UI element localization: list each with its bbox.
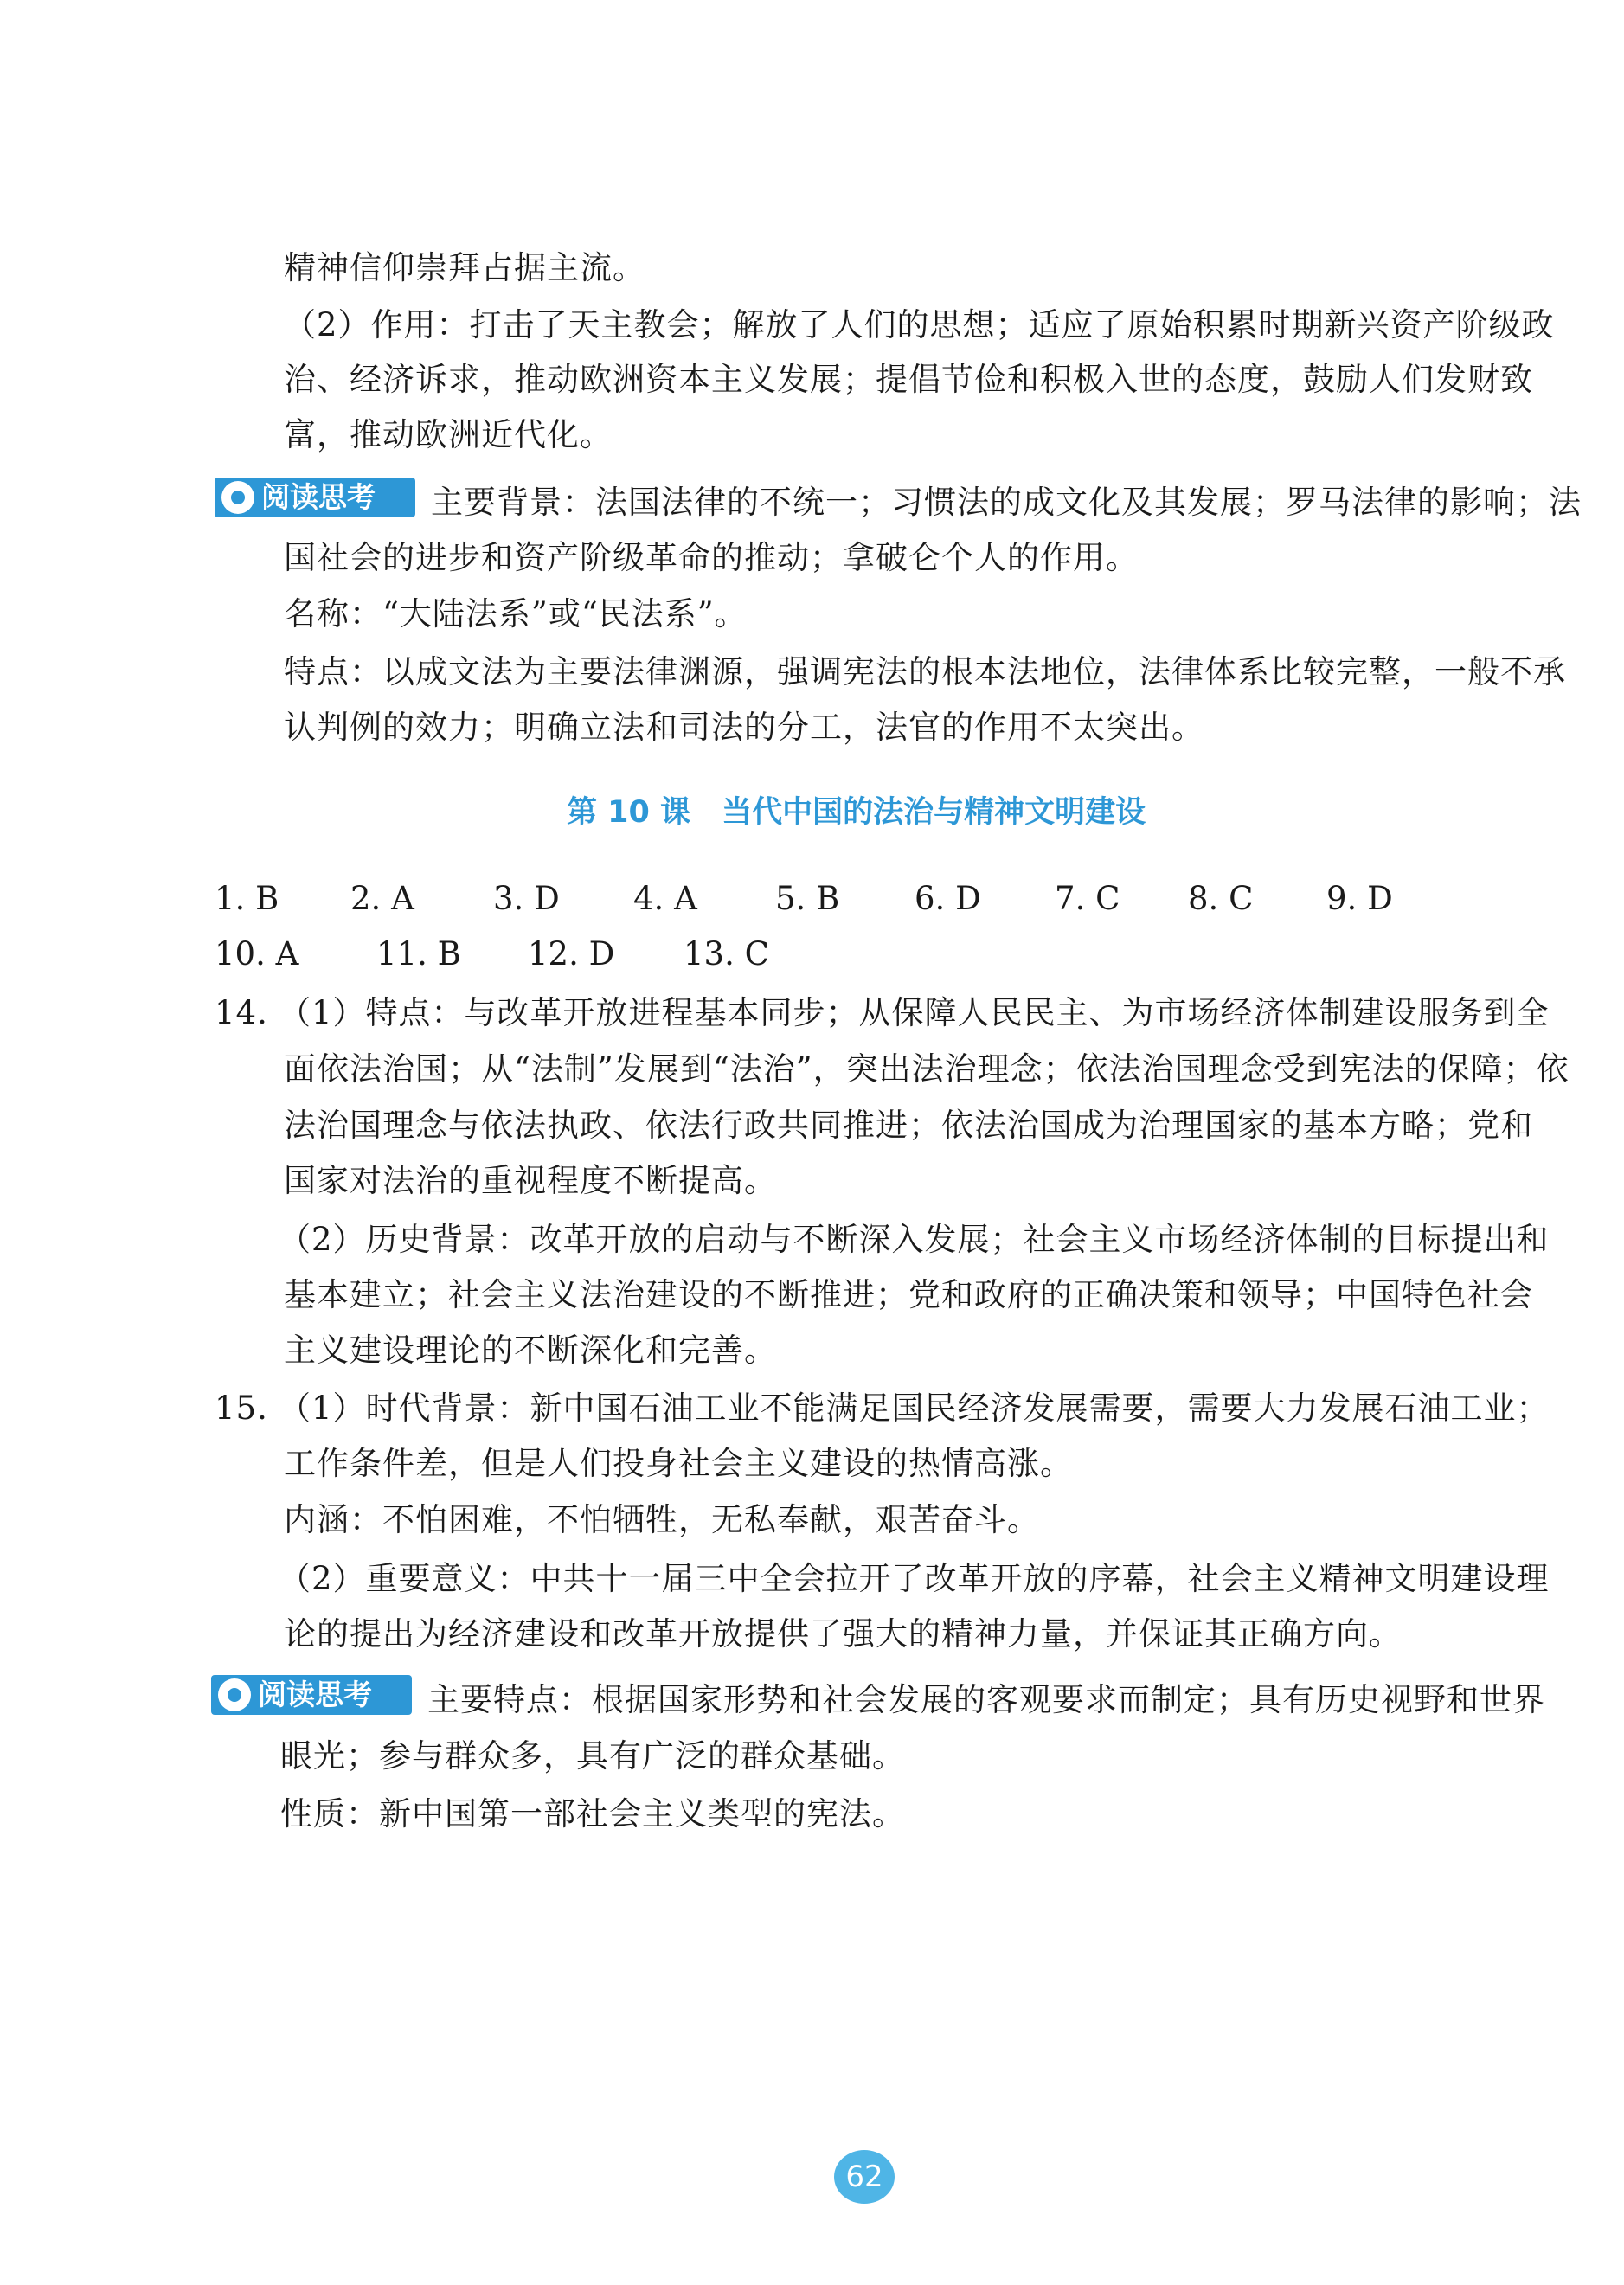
flower-icon: [218, 1678, 251, 1711]
choice-answer: 5. B: [775, 880, 840, 917]
choice-answer: 2. A: [350, 880, 414, 917]
text-line: 主要背景：法国法律的不统一；习惯法的成文化及其发展；罗马法律的影响；法: [431, 484, 1582, 521]
question-number: 15.: [215, 1390, 268, 1427]
choice-answer: 12. D: [528, 935, 615, 972]
lesson-title: [567, 792, 1146, 833]
text-line: 国家对法治的重视程度不断提高。: [284, 1162, 777, 1199]
badge-label: 阅读思考: [261, 480, 376, 514]
choice-answer: 11. B: [376, 935, 461, 972]
text-line: 基本建立；社会主义法治建设的不断推进；党和政府的正确决策和领导；中国特色社会: [284, 1276, 1533, 1313]
page-number: 62: [834, 2150, 895, 2204]
choice-answer: 3. D: [493, 880, 560, 917]
choice-answer: 6. D: [915, 880, 981, 917]
choice-answer: 4. A: [633, 880, 697, 917]
question-number: 14.: [215, 994, 268, 1031]
text-line: 国社会的进步和资产阶级革命的推动；拿破仑个人的作用。: [284, 539, 1139, 576]
lesson-name: 当代中国的法治与精神文明建设: [722, 795, 1146, 830]
text-line: 论的提出为经济建设和改革开放提供了强大的精神力量，并保证其正确方向。: [284, 1615, 1402, 1653]
text-line: （1）特点：与改革开放进程基本同步；从保障人民民主、为市场经济体制建设服务到全: [279, 994, 1550, 1031]
text-line: 治、经济诉求，推动欧洲资本主义发展；提倡节俭和积极入世的态度，鼓励人们发财致: [284, 361, 1533, 398]
text-line: 认判例的效力；明确立法和司法的分工，法官的作用不太突出。: [284, 709, 1204, 746]
text-line: 面依法治国；从“法制”发展到“法治”，突出法治理念；依法治国理念受到宪法的保障；依: [284, 1050, 1569, 1088]
text-line: 主要特点：根据国家形势和社会发展的客观要求而制定；具有历史视野和世界: [427, 1681, 1545, 1718]
text-line: 名称：“大陆法系”或“民法系”。: [284, 595, 748, 632]
choice-answer: 10. A: [215, 935, 299, 972]
text-line: 性质：新中国第一部社会主义类型的宪法。: [280, 1795, 905, 1832]
choice-answer: 13. C: [684, 935, 769, 972]
text-line: 精神信仰崇拜占据主流。: [284, 249, 645, 286]
text-line: （1）时代背景：新中国石油工业不能满足国民经济发展需要，需要大力发展石油工业；: [279, 1390, 1550, 1427]
text-line: 特点：以成文法为主要法律渊源，强调宪法的根本法地位，法律体系比较完整，一般不承: [284, 653, 1566, 690]
text-line: 富，推动欧洲近代化。: [284, 416, 613, 453]
flower-icon: [221, 481, 254, 514]
text-line: （2）重要意义：中共十一届三中全会拉开了改革开放的序幕，社会主义精神文明建设理: [279, 1560, 1550, 1597]
reading-think-badge: [211, 1675, 412, 1715]
choice-answer: 9. D: [1326, 880, 1393, 917]
lesson-number: 第 10 课: [567, 795, 691, 830]
choice-answer: 8. C: [1188, 880, 1254, 917]
text-line: 内涵：不怕困难，不怕牺牲，无私奉献，艰苦奋斗。: [284, 1501, 1040, 1538]
text-line: 法治国理念与依法执政、依法行政共同推进；依法治国成为治理国家的基本方略；党和: [284, 1107, 1533, 1144]
text-line: （2）历史背景：改革开放的启动与不断深入发展；社会主义市场经济体制的目标提出和: [279, 1221, 1550, 1258]
choice-answer: 7. C: [1055, 880, 1120, 917]
text-line: 工作条件差，但是人们投身社会主义建设的热情高涨。: [284, 1445, 1073, 1482]
text-line: （2）作用：打击了天主教会；解放了人们的思想；适应了原始积累时期新兴资产阶级政: [284, 306, 1555, 343]
text-line: 主义建设理论的不断深化和完善。: [284, 1332, 777, 1369]
badge-label: 阅读思考: [258, 1678, 372, 1711]
text-line: 眼光；参与群众多，具有广泛的群众基础。: [280, 1737, 905, 1775]
choice-answer: 1. B: [215, 880, 279, 917]
reading-think-badge: [215, 478, 415, 517]
